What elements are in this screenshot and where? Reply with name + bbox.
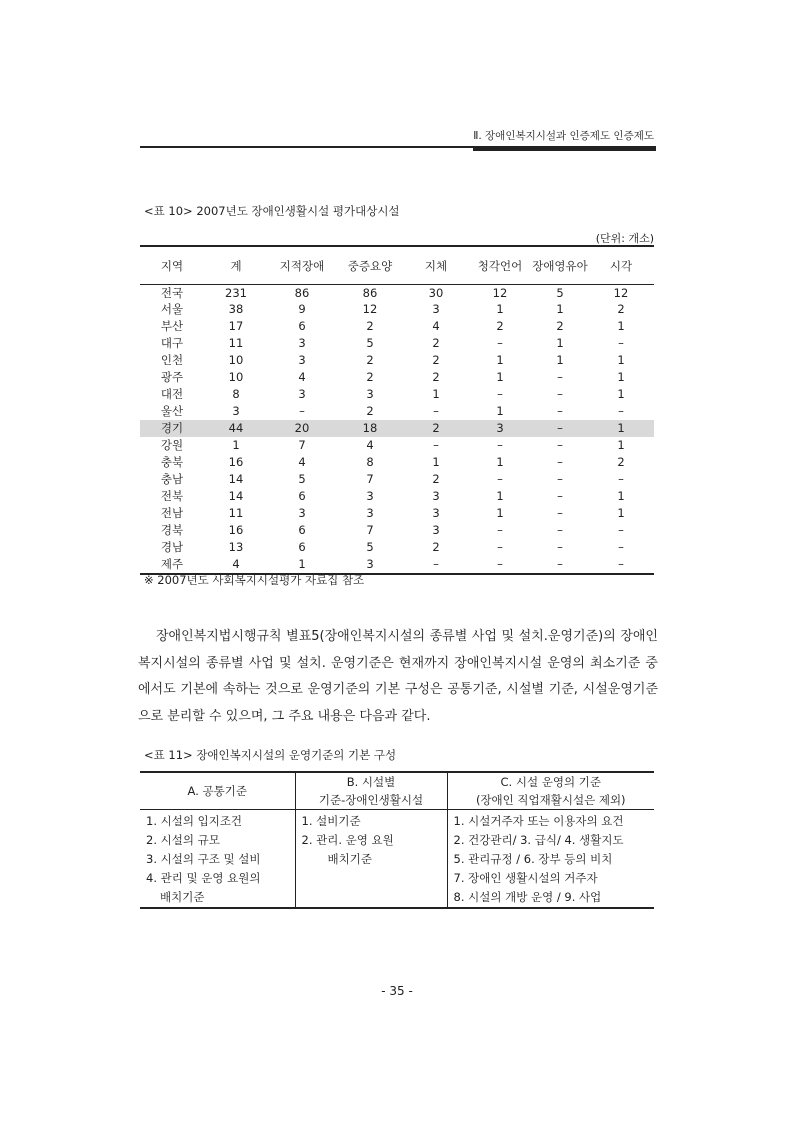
list-item: 배치기준 <box>160 890 205 904</box>
value-cell: 3 <box>298 353 306 367</box>
table10-body <box>140 285 654 575</box>
col-header: 지적장애 <box>268 246 336 285</box>
value-cell: – <box>557 540 563 554</box>
table-row <box>140 454 654 471</box>
value-cell: 12 <box>588 285 654 302</box>
value-cell: 4 <box>366 438 374 452</box>
value-cell: – <box>497 438 503 452</box>
region-cell: 제주 <box>160 557 184 571</box>
col-header: 청각언어 <box>468 246 532 285</box>
table11 <box>140 771 654 909</box>
col-header: 중증요양 <box>336 246 404 285</box>
value-cell: 1 <box>617 438 625 452</box>
list-item: 5. 관리규정 / 6. 장부 등의 비치 <box>453 852 613 866</box>
table10 <box>140 245 654 575</box>
value-cell: 7 <box>366 523 374 537</box>
col-c-cell <box>447 810 654 909</box>
header-line: A. 공통기준 <box>187 784 247 798</box>
value-cell: 11 <box>228 336 244 350</box>
value-cell: 231 <box>204 285 268 302</box>
col-header: 지역 <box>140 246 204 285</box>
region-cell: 충남 <box>160 472 184 486</box>
value-cell: 3 <box>432 302 440 316</box>
value-cell: 3 <box>298 387 306 401</box>
value-cell: – <box>433 438 439 452</box>
value-cell: 1 <box>496 302 504 316</box>
value-cell: 1 <box>617 506 625 520</box>
value-cell: 8 <box>232 387 240 401</box>
value-cell: 13 <box>228 540 244 554</box>
list-item: 1. 시설거주자 또는 이용자의 요건 <box>453 814 624 828</box>
region-cell: 광주 <box>160 370 184 384</box>
value-cell: – <box>497 540 503 554</box>
value-cell: 1 <box>617 319 625 333</box>
list-item: 1. 시설의 입지조건 <box>146 814 243 828</box>
value-cell: – <box>532 420 588 437</box>
table10-header-row <box>140 246 654 285</box>
value-cell: 2 <box>432 370 440 384</box>
col-a-cell <box>140 810 295 909</box>
table-row <box>140 539 654 556</box>
value-cell: 3 <box>432 523 440 537</box>
value-cell: 2 <box>366 319 374 333</box>
value-cell: – <box>433 557 439 571</box>
col-header: 시각 <box>588 246 654 285</box>
value-cell: – <box>557 472 563 486</box>
value-cell: 2 <box>404 420 468 437</box>
list-item: 2. 시설의 규모 <box>146 833 220 847</box>
region-cell: 대구 <box>160 336 184 350</box>
value-cell: 2 <box>366 353 374 367</box>
list-item: 7. 장애인 생활시설의 거주자 <box>453 871 598 885</box>
header-operation-standard <box>447 772 654 810</box>
value-cell: 1 <box>617 387 625 401</box>
value-cell: 11 <box>228 506 244 520</box>
value-cell: 5 <box>298 472 306 486</box>
value-cell: 7 <box>366 472 374 486</box>
value-cell: – <box>557 438 563 452</box>
table-row <box>140 522 654 539</box>
col-b-cell <box>295 810 447 909</box>
region-cell: 경남 <box>160 540 184 554</box>
value-cell: 2 <box>496 319 504 333</box>
running-header <box>140 128 656 148</box>
value-cell: 1 <box>496 353 504 367</box>
value-cell: 44 <box>204 420 268 437</box>
value-cell: 4 <box>432 319 440 333</box>
region-cell: 전북 <box>160 489 184 503</box>
value-cell: 3 <box>366 387 374 401</box>
value-cell: 6 <box>298 489 306 503</box>
value-cell: 2 <box>432 353 440 367</box>
value-cell: 2 <box>432 540 440 554</box>
value-cell: 3 <box>468 420 532 437</box>
value-cell: 2 <box>556 319 564 333</box>
table10-note: ※ 2007년도 사회복지시설평가 자료집 참조 <box>144 573 365 587</box>
value-cell: – <box>618 404 624 418</box>
value-cell: – <box>299 404 305 418</box>
value-cell: – <box>557 404 563 418</box>
value-cell: 86 <box>336 285 404 302</box>
value-cell: – <box>433 404 439 418</box>
region-cell: 서울 <box>160 302 184 316</box>
running-title: Ⅱ. 장애인복지시설과 인증제도 인증제도 <box>473 128 656 151</box>
value-cell: 1 <box>232 438 240 452</box>
value-cell: 12 <box>468 285 532 302</box>
value-cell: 20 <box>268 420 336 437</box>
value-cell: 18 <box>336 420 404 437</box>
value-cell: 2 <box>366 404 374 418</box>
value-cell: 86 <box>268 285 336 302</box>
region-cell: 인천 <box>160 353 184 367</box>
value-cell: 1 <box>298 557 306 571</box>
value-cell: 1 <box>496 370 504 384</box>
value-cell: 10 <box>228 353 244 367</box>
value-cell: 3 <box>298 506 306 520</box>
value-cell: 1 <box>617 489 625 503</box>
region-cell: 강원 <box>160 438 184 452</box>
list-item: 2. 건강관리/ 3. 급식/ 4. 생활지도 <box>453 833 624 847</box>
table10-unit: (단위: 개소) <box>595 232 654 245</box>
table-row <box>140 301 654 318</box>
value-cell: 10 <box>228 370 244 384</box>
value-cell: 3 <box>366 557 374 571</box>
table-row <box>140 369 654 386</box>
table-row <box>140 335 654 352</box>
value-cell: 1 <box>588 420 654 437</box>
value-cell: 3 <box>232 404 240 418</box>
region-cell: 전국 <box>140 285 204 302</box>
value-cell: 1 <box>496 404 504 418</box>
header-line: 기준-장애인생활시설 <box>318 793 424 807</box>
table-row <box>140 318 654 335</box>
value-cell: – <box>618 472 624 486</box>
col-header: 장애영유아 <box>532 246 588 285</box>
region-cell: 울산 <box>160 404 184 418</box>
list-item: 8. 시설의 개방 운영 / 9. 사업 <box>453 890 602 904</box>
value-cell: 3 <box>298 336 306 350</box>
table-row <box>140 386 654 403</box>
region-cell: 충북 <box>160 455 184 469</box>
region-cell: 부산 <box>160 319 184 333</box>
value-cell: 14 <box>228 489 244 503</box>
region-cell: 대전 <box>160 387 184 401</box>
value-cell: 1 <box>617 370 625 384</box>
value-cell: 5 <box>366 336 374 350</box>
value-cell: 4 <box>232 557 240 571</box>
region-cell: 경기 <box>140 420 204 437</box>
value-cell: 12 <box>362 302 378 316</box>
region-cell: 경북 <box>160 523 184 537</box>
value-cell: 4 <box>298 455 306 469</box>
list-item: 2. 관리. 운영 요원 <box>301 833 394 847</box>
value-cell: 3 <box>432 489 440 503</box>
value-cell: – <box>497 523 503 537</box>
col-header: 지체 <box>404 246 468 285</box>
table-row <box>140 352 654 369</box>
list-item: 1. 설비기준 <box>301 814 361 828</box>
header-facility-standard <box>295 772 447 810</box>
value-cell: – <box>618 540 624 554</box>
value-cell: – <box>557 455 563 469</box>
value-cell: 2 <box>432 336 440 350</box>
value-cell: – <box>497 472 503 486</box>
value-cell: 1 <box>556 302 564 316</box>
value-cell: – <box>557 523 563 537</box>
table11-caption: <표 11> 장애인복지시설의 운영기준의 기본 구성 <box>144 748 397 762</box>
value-cell: – <box>497 387 503 401</box>
value-cell: 16 <box>228 455 244 469</box>
value-cell: 6 <box>298 540 306 554</box>
value-cell: 1 <box>432 455 440 469</box>
region-cell: 전남 <box>160 506 184 520</box>
value-cell: 1 <box>556 336 564 350</box>
value-cell: 7 <box>298 438 306 452</box>
value-cell: – <box>557 489 563 503</box>
value-cell: 38 <box>228 302 244 316</box>
value-cell: – <box>497 336 503 350</box>
value-cell: 16 <box>228 523 244 537</box>
table-row <box>140 420 654 437</box>
value-cell: 6 <box>298 319 306 333</box>
value-cell: – <box>618 336 624 350</box>
value-cell: 3 <box>432 506 440 520</box>
value-cell: 1 <box>496 506 504 520</box>
body-paragraph: 장애인복지법시행규칙 별표5(장애인복지시설의 종류별 사업 및 설치.운영기준)의 장애인복지시설의 종류별 사업 및 설치. 운영기준은 현재까지 장애인복지시설 운영의 최소기준 중에서도 기본에 속하는 것으로 운영기준의 기본 구성은 공통기준, 시설별 기준, 시설운영기준으로 분리할 수 있으며, 그 주요 내용은 다음과 같다. <box>138 629 659 724</box>
col-header: 계 <box>204 246 268 285</box>
list-item: 배치기준 <box>327 852 372 866</box>
value-cell: 6 <box>298 523 306 537</box>
value-cell: – <box>557 557 563 571</box>
value-cell: 5 <box>366 540 374 554</box>
value-cell: 4 <box>298 370 306 384</box>
table-row <box>140 285 654 302</box>
value-cell: 2 <box>366 370 374 384</box>
value-cell: 30 <box>404 285 468 302</box>
value-cell: 8 <box>366 455 374 469</box>
table-row <box>140 488 654 505</box>
table-row <box>140 471 654 488</box>
value-cell: – <box>557 370 563 384</box>
value-cell: – <box>557 387 563 401</box>
value-cell: – <box>557 506 563 520</box>
value-cell: 9 <box>298 302 306 316</box>
value-cell: 1 <box>432 387 440 401</box>
list-item: 3. 시설의 구조 및 설비 <box>146 852 261 866</box>
value-cell: 3 <box>366 489 374 503</box>
value-cell: 2 <box>432 472 440 486</box>
value-cell: 5 <box>532 285 588 302</box>
table11-header-row <box>140 772 654 810</box>
header-line: B. 시설별 <box>346 775 396 789</box>
header-line: (장애인 직업재활시설은 제외) <box>475 793 626 807</box>
value-cell: 1 <box>496 455 504 469</box>
header-line: C. 시설 운영의 기준 <box>500 775 601 789</box>
value-cell: – <box>497 557 503 571</box>
list-item: 4. 관리 및 운영 요원의 <box>146 871 261 885</box>
value-cell: 17 <box>228 319 244 333</box>
value-cell: 3 <box>366 506 374 520</box>
header-common-standard <box>140 772 295 810</box>
table11-content-row <box>140 810 654 909</box>
value-cell: – <box>618 523 624 537</box>
value-cell: 1 <box>556 353 564 367</box>
table-row <box>140 437 654 454</box>
value-cell: – <box>618 557 624 571</box>
value-cell: 1 <box>617 353 625 367</box>
value-cell: 14 <box>228 472 244 486</box>
value-cell: 2 <box>617 455 625 469</box>
value-cell: 1 <box>496 489 504 503</box>
page-number: - 35 - <box>381 984 413 998</box>
table10-caption: <표 10> 2007년도 장애인생활시설 평가대상시설 <box>144 204 400 218</box>
table-row <box>140 505 654 522</box>
table-row <box>140 403 654 420</box>
value-cell: 2 <box>617 302 625 316</box>
